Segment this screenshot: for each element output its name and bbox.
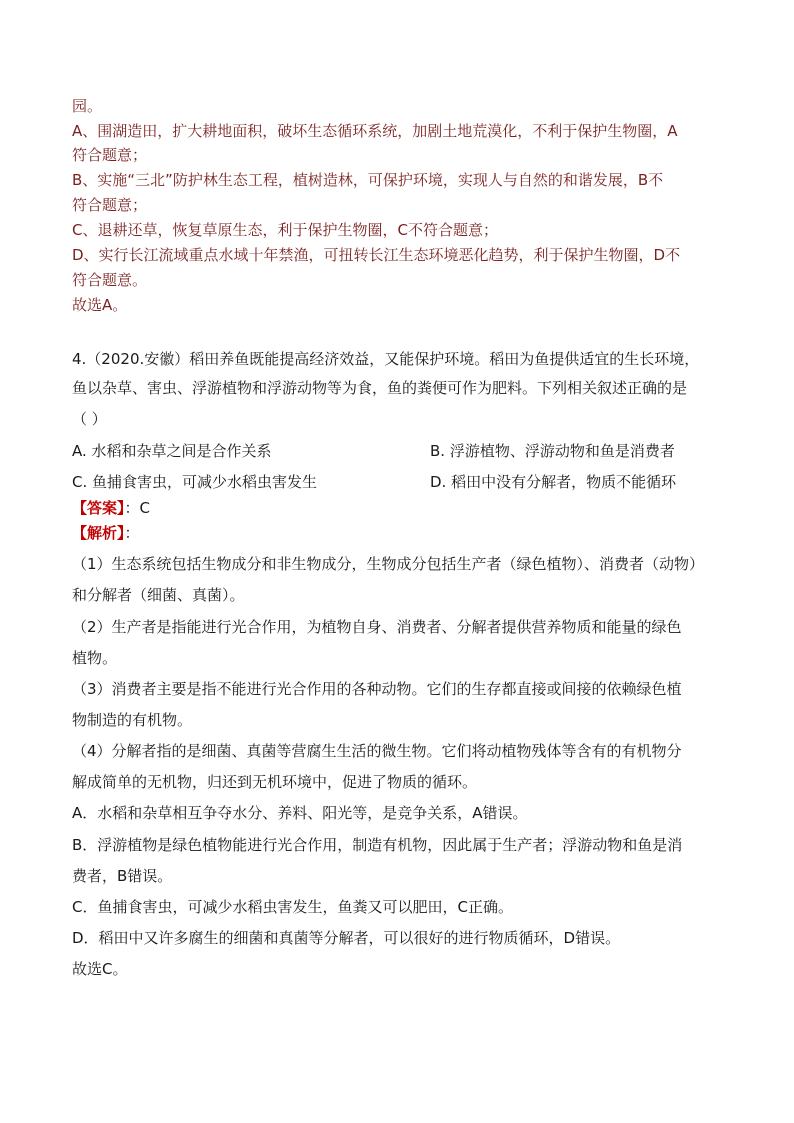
analysis-conclusion: 故选C。 bbox=[72, 960, 128, 978]
analysis-line: 和分解者（细菌、真菌）。 bbox=[72, 586, 245, 604]
prev-option-d-line1: D、实行长江流域重点水域十年禁渔，可扭转长江生态环境恶化趋势，利于保护生物圈，D不 bbox=[72, 246, 681, 264]
analysis-line: A．水稻和杂草相互争夺水分、养料、阳光等，是竞争关系，A错误。 bbox=[72, 804, 528, 822]
q4-stem-line1: 4.（2020.安徽）稻田养鱼既能提高经济效益，又能保护环境。稻田为鱼提供适宜的生长环境， bbox=[72, 350, 700, 368]
q4-answer-blank: （ ） bbox=[72, 410, 107, 428]
q4-option-d: D. 稻田中没有分解者，物质不能循环 bbox=[430, 473, 677, 491]
q4-option-a: A. 水稻和杂草之间是合作关系 bbox=[72, 442, 272, 460]
prev-option-c-line1: C、退耕还草，恢复草原生态，利于保护生物圈，C不符合题意； bbox=[72, 221, 498, 239]
prev-option-b-line2: 符合题意； bbox=[72, 196, 148, 214]
analysis-line: 费者，B错误。 bbox=[72, 867, 173, 885]
q4-analysis-row bbox=[72, 522, 140, 544]
q4-answer-row bbox=[72, 497, 150, 519]
analysis-line: D．稻田中又许多腐生的细菌和真菌等分解者，可以很好的进行物质循环，D错误。 bbox=[72, 929, 621, 947]
q4-stem-line2: 鱼以杂草、害虫、浮游植物和浮游动物等为食，鱼的粪便可作为肥料。下列相关叙述正确的是 bbox=[72, 379, 688, 397]
prev-option-a-line2: 符合题意； bbox=[72, 146, 148, 164]
analysis-line: （3）消费者主要是指不能进行光合作用的各种动物。它们的生存都直接或间接的依赖绿色植 bbox=[72, 680, 682, 698]
q4-option-b: B. 浮游植物、浮游动物和鱼是消费者 bbox=[430, 442, 675, 460]
prev-option-b-line1: B、实施“三北”防护林生态工程，植树造林，可保护环境，实现人与自然的和谐发展，B不 bbox=[72, 171, 664, 189]
q4-option-c: C. 鱼捕食害虫，可减少水稻虫害发生 bbox=[72, 473, 318, 491]
prev-option-a-line1: A、围湖造田，扩大耕地面积，破坏生态循环系统，加剧土地荒漠化，不利于保护生物圈，A bbox=[72, 122, 678, 140]
analysis-line: C．鱼捕食害虫，可减少水稻虫害发生，鱼粪又可以肥田，C正确。 bbox=[72, 898, 513, 916]
analysis-colon: ： bbox=[124, 524, 140, 542]
analysis-line: （1）生态系统包括生物成分和非生物成分，生物成分包括生产者（绿色植物）、消费者（动物） bbox=[72, 555, 705, 573]
analysis-line: 植物。 bbox=[72, 649, 118, 667]
prev-tail-text: 园。 bbox=[72, 97, 103, 115]
analysis-line: B．浮游植物是绿色植物能进行光合作用，制造有机物，因此属于生产者；浮游动物和鱼是消 bbox=[72, 836, 683, 854]
analysis-line: （2）生产者是指能进行光合作用，为植物自身、消费者、分解者提供营养物质和能量的绿色 bbox=[72, 618, 682, 636]
analysis-line: 物制造的有机物。 bbox=[72, 711, 193, 729]
answer-label: 【答案】 bbox=[72, 499, 125, 517]
prev-option-d-line2: 符合题意。 bbox=[72, 271, 148, 289]
analysis-line: 解成简单的无机物，归还到无机环境中，促进了物质的循环。 bbox=[72, 773, 478, 791]
analysis-label: 【解析】 bbox=[72, 524, 125, 542]
answer-value: ：C bbox=[124, 499, 150, 517]
prev-conclusion: 故选A。 bbox=[72, 296, 128, 314]
analysis-line: （4）分解者指的是细菌、真菌等营腐生生活的微生物。它们将动植物残体等含有的有机物分 bbox=[72, 742, 682, 760]
